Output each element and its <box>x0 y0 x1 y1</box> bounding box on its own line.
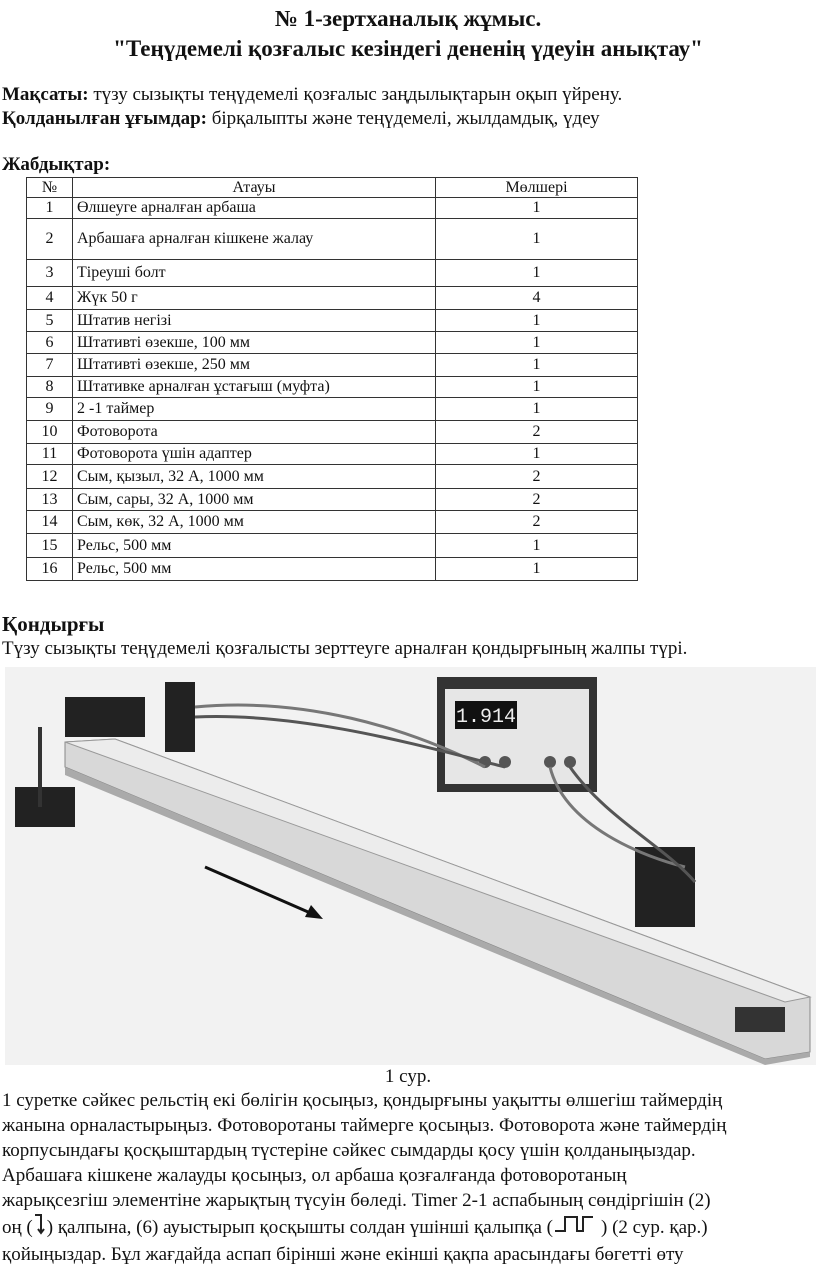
equipment-table <box>26 177 638 581</box>
text-fragment: ) (2 сур. қар.) <box>601 1217 708 1238</box>
row-number: 5 <box>27 310 73 332</box>
table-row <box>27 219 638 260</box>
text-line: корпусындағы қосқыштардың түстеріне сәйкес сымдарды қосу үшін қолданыңыздар. <box>2 1140 696 1161</box>
item-name: Рельс, 500 мм <box>73 534 436 558</box>
item-quantity: 1 <box>436 398 638 421</box>
row-number: 7 <box>27 354 73 377</box>
text-fragment: оң ( <box>2 1217 33 1238</box>
row-number: 12 <box>27 465 73 489</box>
text-line: жарықсезгіш элементіне жарықтың түсуін бөледі. Timer 2-1 аспабының сөндіргішін (2) <box>2 1190 711 1211</box>
item-quantity: 1 <box>436 310 638 332</box>
lab-number-title: № 1-зертханалық жұмыс. <box>274 6 542 31</box>
table-row <box>27 332 638 354</box>
item-quantity: 1 <box>436 219 638 260</box>
lab-title: "Теңүдемелі қозғалыс кезіндегі дененің үдеуін анықтау" <box>113 36 703 61</box>
text-line: Арбашаға кішкене жалауды қосыңыз, ол арбаша қозғалғанда фотоворотаның <box>2 1165 627 1186</box>
row-number: 11 <box>27 444 73 465</box>
row-number: 1 <box>27 198 73 219</box>
table-row <box>27 310 638 332</box>
item-quantity: 1 <box>436 377 638 398</box>
item-quantity: 2 <box>436 465 638 489</box>
item-quantity: 1 <box>436 332 638 354</box>
goal-text: түзу сызықты теңүдемелі қозғалыс заңдылықтарын оқып үйрену. <box>88 84 623 105</box>
cart-icon <box>65 697 145 737</box>
item-name: Сым, қызыл, 32 А, 1000 мм <box>73 465 436 489</box>
setup-photo <box>5 667 816 1065</box>
table-row <box>27 511 638 534</box>
table-row <box>27 534 638 558</box>
row-number: 9 <box>27 398 73 421</box>
row-number: 4 <box>27 287 73 310</box>
item-quantity: 1 <box>436 534 638 558</box>
item-name: Сым, сары, 32 А, 1000 мм <box>73 489 436 511</box>
item-quantity: 1 <box>436 558 638 581</box>
table-row <box>27 465 638 489</box>
table-row <box>27 398 638 421</box>
setup-intro: Түзу сызықты теңүдемелі қозғалысты зерттеуге арналған қондырғының жалпы түрі. <box>2 638 688 659</box>
instructions-paragraph <box>2 1088 814 1267</box>
row-number: 14 <box>27 511 73 534</box>
item-name: Штативке арналған ұстағыш (муфта) <box>73 377 436 398</box>
photogate-icon <box>165 682 195 752</box>
table-header-row <box>27 178 638 198</box>
row-number: 6 <box>27 332 73 354</box>
equipment-heading: Жабдықтар: <box>2 154 111 175</box>
row-number: 16 <box>27 558 73 581</box>
item-name: Рельс, 500 мм <box>73 558 436 581</box>
text-line: жанына орналастырыңыз. Фотоворотаны таймерге қосыңыз. Фотоворота және таймердің <box>2 1115 727 1136</box>
row-number: 8 <box>27 377 73 398</box>
item-quantity: 1 <box>436 444 638 465</box>
concepts-label: Қолданылған ұғымдар: <box>2 108 207 129</box>
text-line <box>2 1213 814 1242</box>
row-number: 13 <box>27 489 73 511</box>
setup-heading: Қондырғы <box>2 612 105 636</box>
item-name: Штативті өзекше, 250 мм <box>73 354 436 377</box>
photogate-2-icon <box>635 847 695 927</box>
item-name: Штатив негізі <box>73 310 436 332</box>
table-row <box>27 377 638 398</box>
switch-right-icon <box>33 1213 47 1235</box>
concepts-text: бірқалыпты және теңүдемелі, жылдамдық, үдеу <box>206 108 600 129</box>
item-quantity: 2 <box>436 421 638 444</box>
table-row <box>27 489 638 511</box>
item-quantity: 4 <box>436 287 638 310</box>
figure-caption: 1 сур. <box>384 1066 432 1087</box>
table-row <box>27 260 638 287</box>
col-quantity: Мөлшері <box>436 178 638 198</box>
text-line: 1 суретке сәйкес рельстің екі бөлігін қосыңыз, қондырғыны уақытты өлшегіш таймердің <box>2 1090 723 1111</box>
table-row <box>27 444 638 465</box>
item-name: Арбашаға арналған кішкене жалау <box>73 219 436 260</box>
item-quantity: 1 <box>436 198 638 219</box>
col-name: Атауы <box>73 178 436 198</box>
item-quantity: 2 <box>436 489 638 511</box>
item-name: Жүк 50 г <box>73 287 436 310</box>
pulse-mode-icon <box>553 1213 601 1235</box>
table-row <box>27 421 638 444</box>
row-number: 3 <box>27 260 73 287</box>
text-fragment: ) қалпына, (6) ауыстырып қосқышты солдан үшінші қалыпқа ( <box>46 1217 553 1238</box>
item-name: Сым, көк, 32 А, 1000 мм <box>73 511 436 534</box>
goal-label: Мақсаты: <box>2 84 89 105</box>
row-number: 10 <box>27 421 73 444</box>
table-row <box>27 558 638 581</box>
text-line: қойыңыздар. Бұл жағдайда аспап бірінші және екінші қақпа арасындағы бөгетті өту <box>2 1244 684 1265</box>
concepts-line <box>2 108 600 130</box>
timer-display: 1.914 <box>455 706 517 729</box>
goal-line <box>2 84 622 106</box>
item-name: 2 -1 таймер <box>73 398 436 421</box>
item-name: Фотоворота үшін адаптер <box>73 444 436 465</box>
item-name: Штативті өзекше, 100 мм <box>73 332 436 354</box>
table-row <box>27 354 638 377</box>
row-number: 2 <box>27 219 73 260</box>
table-row <box>27 198 638 219</box>
col-number: № <box>27 178 73 198</box>
item-quantity: 2 <box>436 511 638 534</box>
row-number: 15 <box>27 534 73 558</box>
table-row <box>27 287 638 310</box>
item-name: Фотоворота <box>73 421 436 444</box>
item-name: Тіреуші болт <box>73 260 436 287</box>
item-quantity: 1 <box>436 260 638 287</box>
item-name: Өлшеуге арналған арбаша <box>73 198 436 219</box>
item-quantity: 1 <box>436 354 638 377</box>
